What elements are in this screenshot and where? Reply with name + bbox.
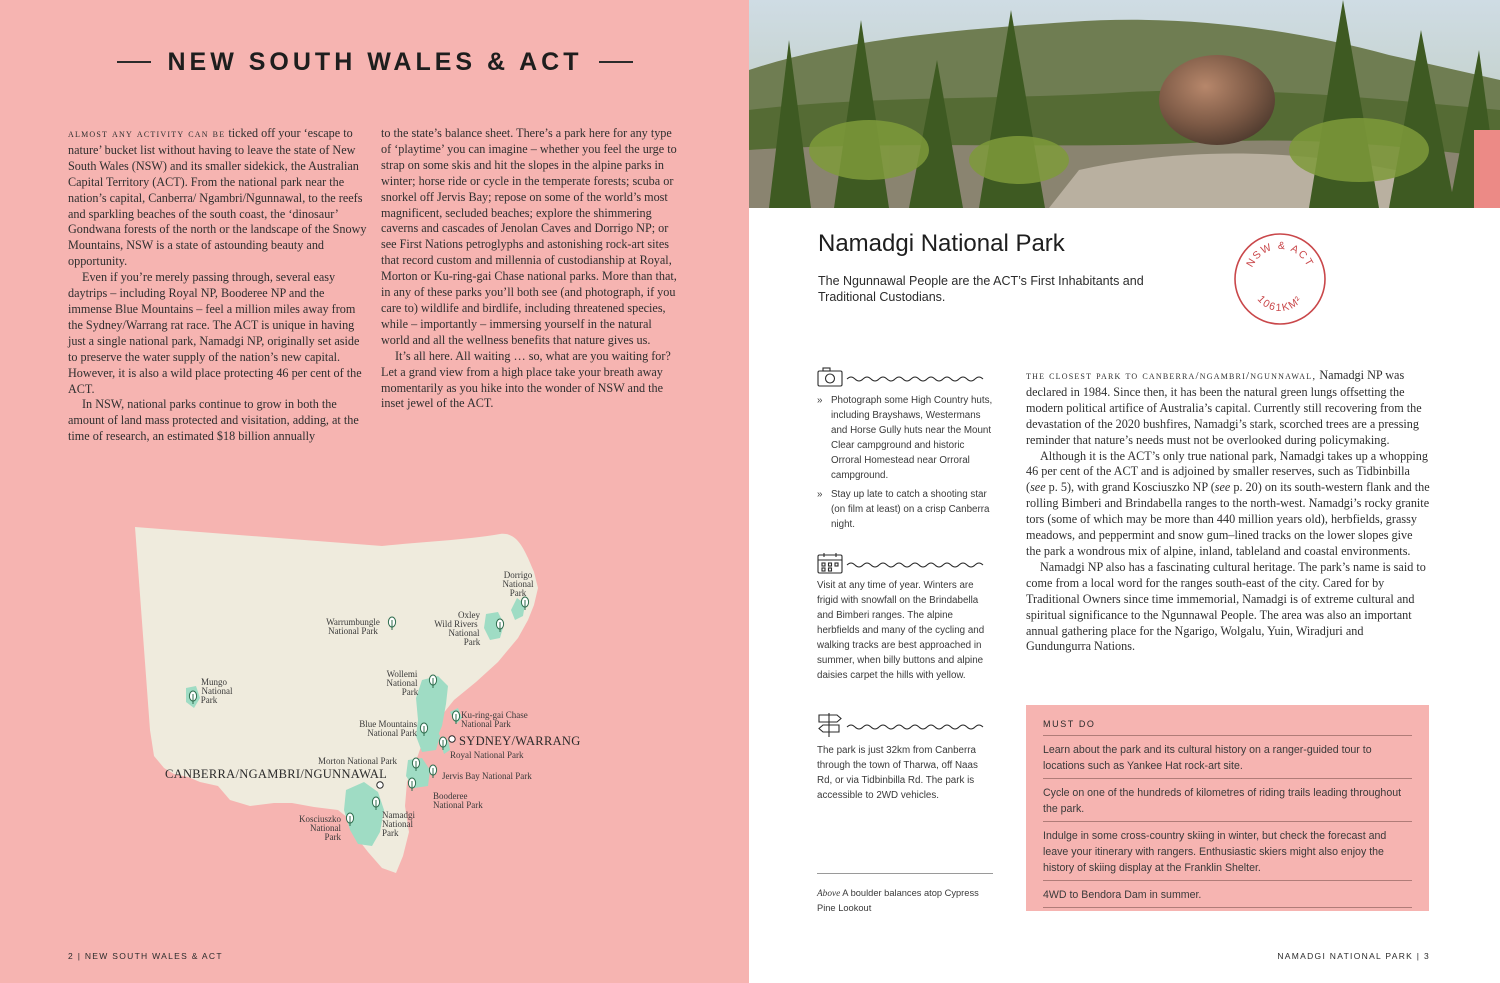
paragraph-text: p. 20) on its south-western flank and the rolling Bimberi and Brindabella ranges to the north-west. Namadgi’s rocky granite tors (some of which may be more than 440 million years old), herbfields, grassy meadows, and peppermint and snow gum–lined tracks on the lower slopes give the park a wondrous mix of alpine, inland, tableland and coastal environments.	[1026, 480, 1430, 558]
intro-paragraph: In NSW, national parks continue to grow in both the amount of land mass protected and visitation, adding, at the time of research, an estimated $18 billion annually	[68, 397, 359, 444]
city-label-sydney: SYDNEY/WARRANG	[459, 734, 581, 748]
canberra-marker	[377, 782, 383, 788]
sydney-marker	[449, 736, 455, 742]
tree-marker-icon	[452, 711, 459, 724]
must-do-heading: MUST DO	[1043, 719, 1412, 736]
calendar-icon	[818, 553, 842, 573]
park-label-bluemtns: Blue Mountains National Park	[359, 719, 417, 738]
tree-marker-icon	[408, 778, 415, 791]
when-to-visit-header	[817, 552, 995, 574]
body-paragraph	[1026, 368, 1430, 449]
nsw-map	[120, 520, 600, 880]
when-to-visit-text: Visit at any time of year. Winters are frigid with snowfall on the Brindabella and Bimberi ranges. The alpine herbfields and many of the cycling and walking tracks are best approached in summer, when billy buttons and alpine daisies carpet the hills with yellow.	[817, 580, 985, 681]
park-label-kuringgai: Ku-ring-gai Chase National Park	[461, 710, 528, 729]
see-reference: see	[1030, 480, 1046, 495]
lead-in: the closest park to canberra/ngambri/ngunnawal,	[1026, 370, 1317, 382]
paragraph-text: p. 5), with grand Kosciuszko NP (	[1045, 480, 1215, 495]
boulder-photo-illustration	[749, 0, 1500, 208]
park-label-namadgi: Namadgi National Park	[382, 810, 415, 838]
list-item-text: Stay up late to catch a shooting star (on film at least) on a crisp Canberra night.	[831, 489, 990, 530]
paragraph-text: Although it is the ACT’s only true national park, Namadgi takes up a whopping 46 per cent of the ACT and is adjoined by smaller reserves, such as Tidbinbilla (	[1026, 448, 1428, 495]
intro-paragraph: It’s all here. All waiting … so, what are you waiting for? Let a grand view from a high place take your breath away momentarily as you hike into the wonder of NSW and the inset jewel of the ACT.	[381, 348, 671, 411]
see-reference: see	[1214, 480, 1231, 495]
stamp-bottom-text: 1061KM²	[1254, 293, 1306, 315]
body-paragraph	[1026, 449, 1430, 560]
area-stamp	[1232, 231, 1328, 327]
svg-text:1061KM²	[1255, 293, 1305, 314]
nsw-map-svg	[120, 520, 600, 880]
must-do-item: Cycle on one of the hundreds of kilometres of riding trails leading throughout the park.	[1043, 779, 1412, 822]
caption-text: A boulder balances atop Cypress Pine Lookout	[817, 888, 979, 913]
must-do-item: Learn about the park and its cultural history on a ranger-guided tour to locations such as Yankee Hat rock-art site.	[1043, 736, 1412, 779]
list-item: » Stay up late to catch a shooting star (on film at least) on a crisp Canberra night.	[817, 487, 995, 532]
left-page	[0, 0, 749, 983]
list-item: » Photograph some High Country huts, including Brayshaws, Westermans and Horse Gully huts near the Mount Clear campground and historic Orroral Homestead near Orroral campground.	[817, 393, 995, 483]
getting-there-text: The park is just 32km from Canberra through the town of Tharwa, off Naas Rd, or via Tidbinbilla Rd. The park is accessible to 2WD vehicles.	[817, 745, 978, 801]
park-label-oxley: Oxley Wild Rivers National Park	[434, 610, 481, 647]
svg-text:NSW & ACT	[1244, 240, 1316, 269]
area-stamp-svg	[1232, 231, 1328, 327]
photo-tips-header	[817, 366, 995, 388]
city-label-canberra: CANBERRA/NGAMBRI/NGUNNAWAL	[165, 767, 388, 781]
caption-rule	[817, 873, 993, 874]
list-item-text: Photograph some High Country huts, including Brayshaws, Westermans and Horse Gully huts near the Mount Clear campground and historic Orroral Homestead near Orroral campground.	[831, 395, 993, 481]
paragraph-text: ticked off your ‘escape to nature’ bucket list without having to leave the state of New South Wales (NSW) and its smaller sidekick, the Australian Capital Territory (ACT). From the national park near the nation’s capital, Canberra/ Ngambri/Ngunnawal, to the reefs and sparkling beaches of the south coast, the ‘dinosaur’ Gondwana forests of the north or the landscape of the Snowy Mountains, NSW is a state of astounding beauty and opportunity.	[68, 126, 367, 269]
paragraph-text: Namadgi NP was declared in 1984. Since then, it has been the natural green lungs offsetting the modern political artifice of Australia’s capital. Currently still recovering from the devastation of the 2020 bushfires, Namadgi’s stark, scorched trees are a pressing reminder that nature’s needs must not be overlooked during policymaking.	[1026, 368, 1422, 447]
intro-paragraph	[68, 126, 368, 270]
right-page	[749, 0, 1500, 983]
intro-paragraph: Even if you’re merely passing through, several easy daytrips – including Royal NP, Booderee NP and the immense Blue Mountains – feel a million miles away from the Sydney/Warrang rat race. The ACT is unique in having just a single national park, Namadgi NP, originally set aside to preserve the water supply of the nation’s new capital. However, it is also a wild place protecting 46 per cent of the ACT.	[68, 270, 362, 396]
park-label-morton: Morton National Park	[318, 756, 397, 766]
camera-icon	[818, 368, 842, 386]
wave-divider	[847, 725, 983, 729]
park-subtitle: The Ngunnawal People are the ACT’s First Inhabitants and Traditional Custodians.	[818, 274, 1144, 304]
must-do-item: Indulge in some cross-country skiing in winter, but check the forecast and leave your itinerary with rangers. Enthusiastic skiers might also enjoy the history of skiing display at the Franklin Shelter.	[1043, 822, 1412, 881]
edge-tab	[1474, 130, 1500, 208]
lead-in: almost any activity can be	[68, 128, 226, 140]
wave-divider	[847, 377, 983, 381]
park-title: Namadgi National Park	[818, 230, 1065, 257]
heading-rule-left	[117, 61, 151, 63]
park-label-dorrigo: Dorrigo National Park	[502, 570, 534, 598]
park-label-royal: Royal National Park	[450, 750, 524, 760]
park-label-mungo: Mungo National Park	[200, 677, 233, 705]
must-do-box	[1026, 705, 1429, 911]
park-label-booderee: Booderee National Park	[433, 791, 483, 810]
park-label-wollemi: Wollemi National Park	[386, 669, 419, 697]
park-body-text	[1026, 368, 1430, 655]
intro-paragraph: to the state’s balance sheet. There’s a park here for any type of ‘playtime’ you can imagine – whether you feel the urge to strap on some skis and hit the slopes in the alpine parks in winter; horse ride or cycle in the temperate forests; scuba or snorkel off Jervis Bay; repose on some of the world’s most magnificent, secluded beaches; explore the shimmering caverns and cascades of Jenolan Caves and Dorrigo NP; or see First Nations petroglyphs and astonishing rock-art sites that record custom and millennia of custodianship at Royal, Morton or Ku-ring-gai Chase national parks. More than that, in any of these parks you’ll both see (and photograph, if you care to) wildlife and birdlife, including threatened species, while – importantly – immersing yourself in the natural world and all the wellness benefits that nature gives us.	[381, 126, 677, 347]
page-folio-left: 2 | NEW SOUTH WALES & ACT	[68, 951, 223, 961]
photo-caption	[817, 887, 997, 915]
tree-marker-icon	[429, 765, 436, 778]
section-heading	[110, 44, 640, 80]
page-folio-right: NAMADGI NATIONAL PARK | 3	[1277, 951, 1430, 961]
park-label-kosciuszko: Kosciuszko National Park	[299, 814, 341, 842]
intro-column-2	[381, 126, 681, 412]
must-do-item: 4WD to Bendora Dam in summer.	[1043, 881, 1412, 908]
boulder-photo	[749, 0, 1500, 208]
park-label-jervis: Jervis Bay National Park	[442, 771, 532, 781]
signpost-icon	[819, 713, 841, 737]
body-paragraph: Namadgi NP also has a fascinating cultural heritage. The park’s name is said to come from a local word for the ranges south-east of the city. Cared for by Traditional Owners since time immemorial, Namadgi is of extreme cultural and spiritual significance to the Ngunnawal People. The area was also an important annual gathering place for the Ngarigo, Wolgalu, Yuin, Wiradjuri and Gundungurra Nations.	[1026, 559, 1426, 654]
heading-rule-right	[599, 61, 633, 63]
stamp-top-text: NSW & ACT	[1244, 239, 1316, 270]
photo-tips-list	[817, 393, 995, 536]
getting-there-header	[817, 712, 995, 734]
park-label-warrumbungle: Warrumbungle National Park	[326, 617, 380, 636]
intro-column-1	[68, 126, 368, 445]
wave-divider	[847, 563, 983, 567]
caption-label: Above	[817, 889, 841, 899]
section-heading-text: NEW SOUTH WALES & ACT	[167, 47, 583, 76]
